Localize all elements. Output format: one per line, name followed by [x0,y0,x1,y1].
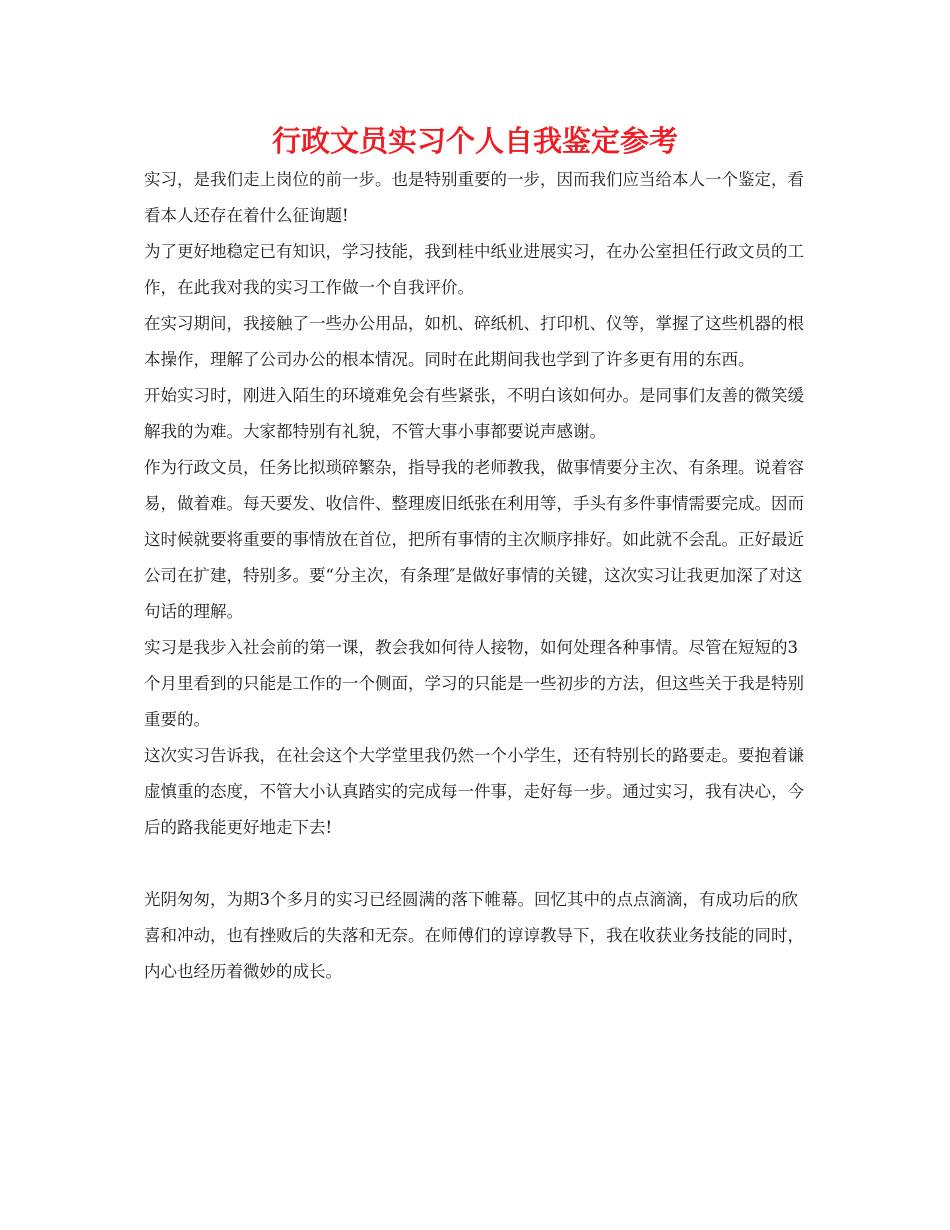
paragraph-gap [144,846,814,882]
paragraph-2: 为了更好地稳定已有知识，学习技能，我到桂中纸业进展实习，在办公室担任行政文员的工作，在此我对我的实习工作做一个自我评价。 [144,242,804,297]
paragraph-6: 实习是我步入社会前的第一课，教会我如何待人接物，如何处理各种事情。尽管在短短的3个月里看到的只能是工作的一个侧面，学习的只能是一些初步的方法，但这些关于我是特别重要的。 [144,638,804,729]
paragraph-4: 开始实习时，刚进入陌生的环境难免会有些紧张，不明白该如何办。是同事们友善的微笑缓解我的为难。大家都特别有礼貌，不管大事小事都要说声感谢。 [144,386,804,441]
paragraph-8: 光阴匆匆，为期3个多月的实习已经圆满的落下帷幕。回忆其中的点点滴滴，有成功后的欣喜和冲动，也有挫败后的失落和无奈。在师傅们的谆谆教导下，我在收获业务技能的同时，内心也经历着微妙的成长。 [144,890,804,981]
page-title: 行政文员实习个人自我鉴定参考 [271,124,678,158]
paragraph-3: 在实习期间，我接触了一些办公用品，如机、碎纸机、打印机、仪等，掌握了这些机器的根本操作，理解了公司办公的根本情况。同时在此期间我也学到了许多更有用的东西。 [144,314,804,369]
paragraph-7: 这次实习告诉我，在社会这个大学堂里我仍然一个小学生，还有特别长的路要走。要抱着谦虚慎重的态度，不管大小认真踏实的完成每一件事，走好每一步。通过实习，我有决心，今后的路我能更好地走下去! [144,746,804,837]
document-body [144,162,814,990]
paragraph-5: 作为行政文员，任务比拟琐碎繁杂，指导我的老师教我，做事情要分主次、有条理。说着容易，做着难。每天要发、收信件、整理废旧纸张在利用等，手头有多件事情需要完成。因而这时候就要将重要的事情放在首位，把所有事情的主次顺序排好。如此就不会乱。正好最近公司在扩建，特别多。要“分主次，有条理″是做好事情的关键，这次实习让我更加深了对这句话的理解。 [144,458,804,621]
paragraph-1: 实习，是我们走上岗位的前一步。也是特别重要的一步，因而我们应当给本人一个鉴定，看看本人还存在着什么征询题! [144,170,804,225]
